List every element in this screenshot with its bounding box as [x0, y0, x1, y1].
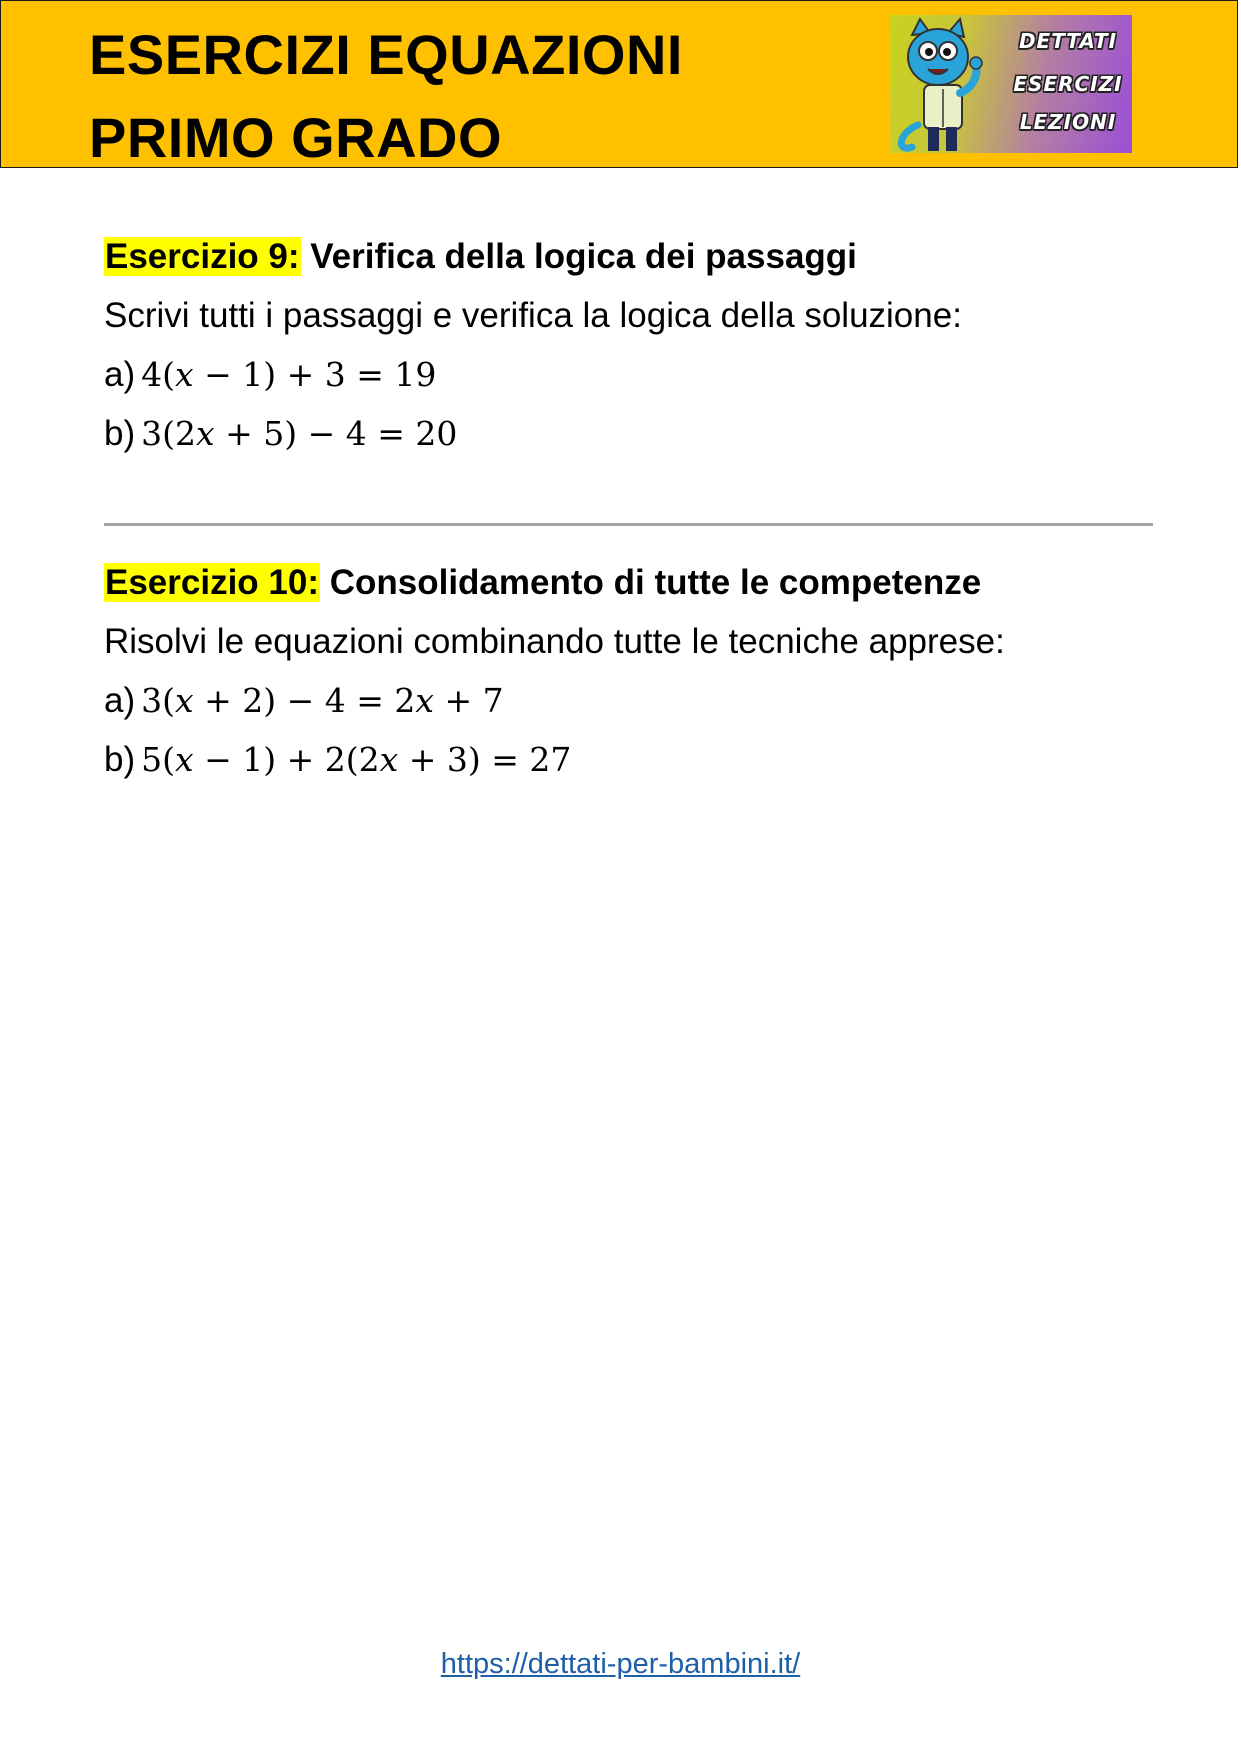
- exercise-heading: [104, 562, 981, 604]
- equation-a: [104, 680, 504, 722]
- equation-text: 5(𝑥 − 1) + 2(2𝑥 + 3) = 27: [141, 740, 572, 779]
- exercise-title: Verifica della logica dei passaggi: [300, 237, 857, 276]
- item-letter: a): [104, 355, 136, 394]
- exercise-label: Esercizio 10:: [105, 563, 319, 602]
- site-logo: [890, 15, 1132, 153]
- equation-text: 3(2𝑥 + 5) − 4 = 20: [141, 414, 458, 453]
- equation-a: [104, 354, 436, 396]
- item-letter: a): [104, 681, 136, 720]
- logo-word-dettati: DETTATI: [1018, 29, 1118, 53]
- page-title-line-2: PRIMO GRADO: [89, 106, 503, 169]
- logo-word-lezioni: LEZIONI: [1019, 110, 1117, 134]
- exercise-instruction: Scrivi tutti i passaggi e verifica la logica della soluzione:: [104, 296, 962, 335]
- page-header: [0, 0, 1238, 168]
- section-divider: [104, 523, 1153, 526]
- logo-word-esercizi: ESERCIZI: [1013, 72, 1123, 96]
- exercise-title: Consolidamento di tutte le competenze: [320, 563, 982, 602]
- exercise-instruction: Risolvi le equazioni combinando tutte le tecniche apprese:: [104, 622, 1005, 661]
- equation-text: 3(𝑥 + 2) − 4 = 2𝑥 + 7: [141, 681, 504, 720]
- exercise-heading: [104, 236, 857, 278]
- exercise-label: Esercizio 9:: [105, 237, 300, 276]
- equation-text: 4(𝑥 − 1) + 3 = 19: [141, 355, 437, 394]
- footer-website-link[interactable]: https://dettati-per-bambini.it/: [440, 1648, 801, 1680]
- equation-b: [104, 413, 457, 455]
- page-title-line-1: ESERCIZI EQUAZIONI: [89, 23, 683, 86]
- equation-b: [104, 739, 571, 781]
- item-letter: b): [104, 740, 136, 779]
- item-letter: b): [104, 414, 136, 453]
